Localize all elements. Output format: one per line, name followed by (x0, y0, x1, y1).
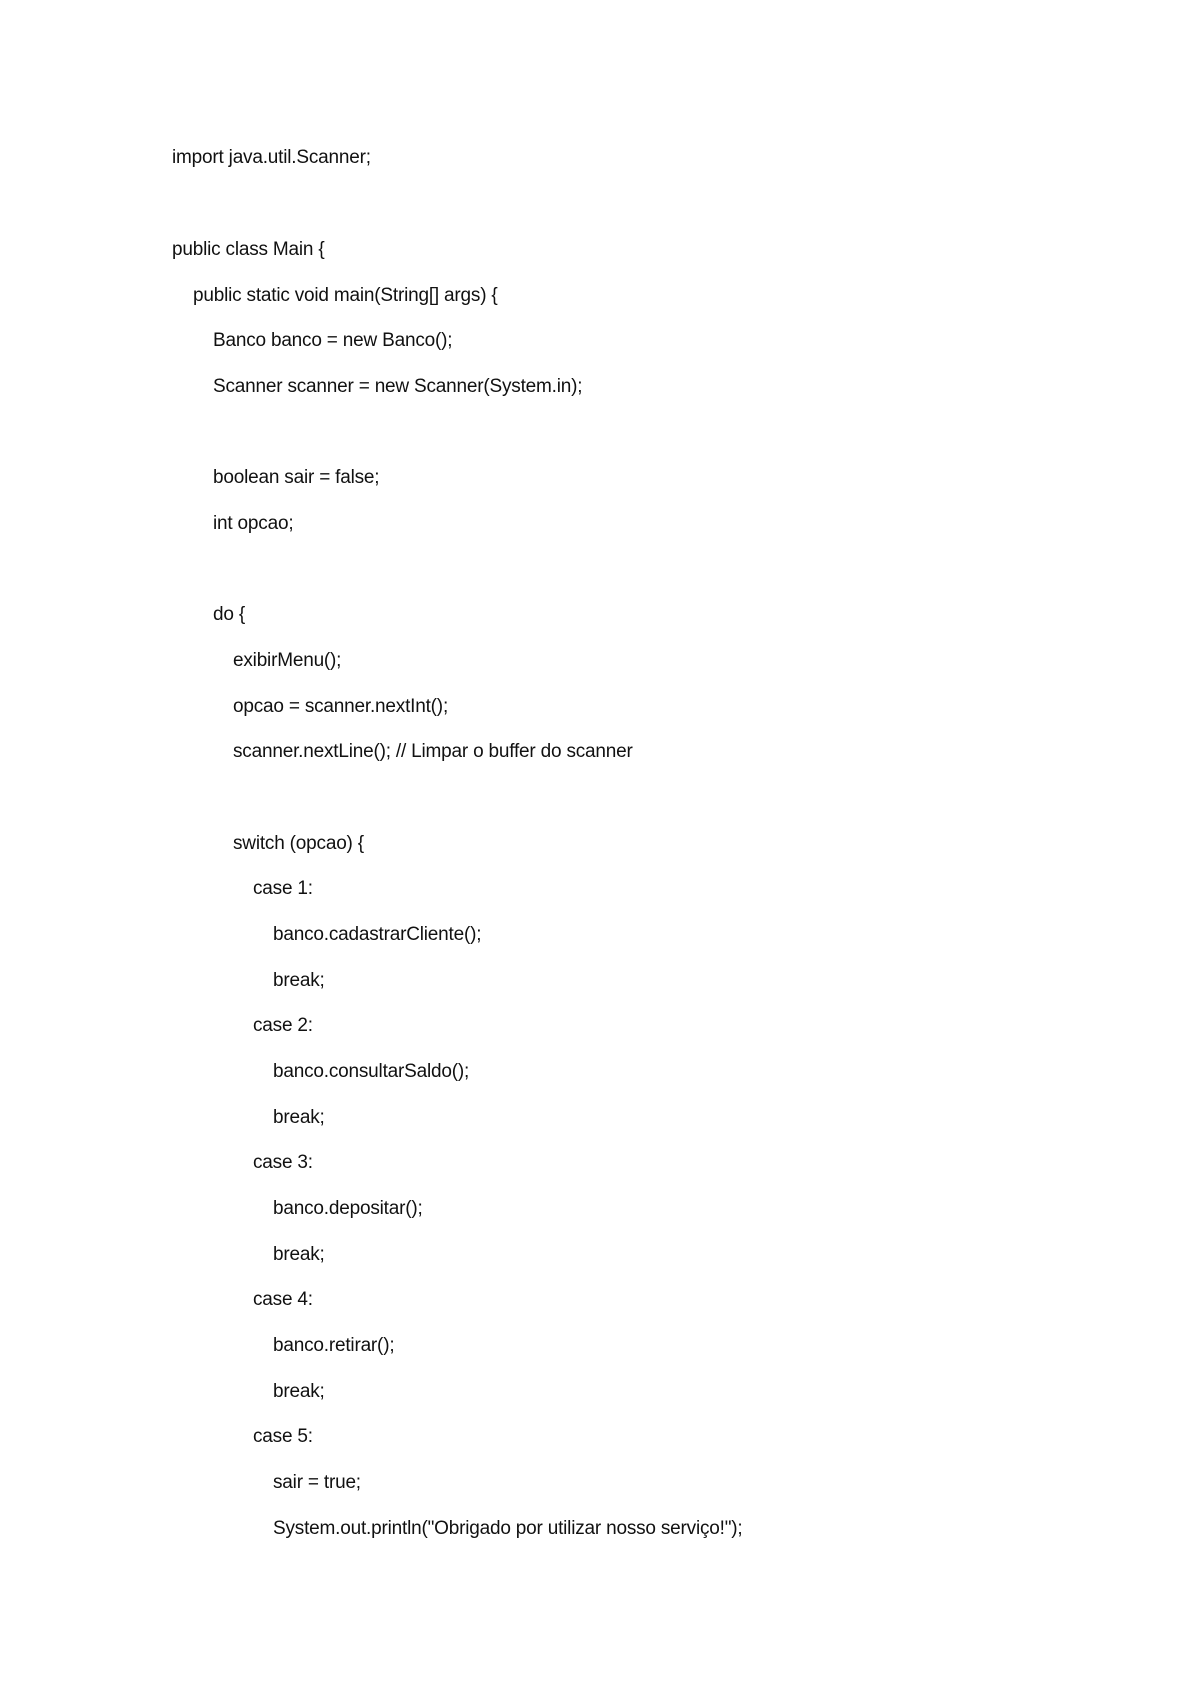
code-line: case 2: (253, 1015, 313, 1036)
code-line: public static void main(String[] args) { (193, 285, 498, 306)
code-line: break; (273, 1107, 325, 1128)
code-line: case 5: (253, 1426, 313, 1447)
code-line: Scanner scanner = new Scanner(System.in); (213, 376, 583, 397)
code-line: case 4: (253, 1289, 313, 1310)
code-line: Banco banco = new Banco(); (213, 330, 453, 351)
code-line: do { (213, 604, 245, 625)
code-line: boolean sair = false; (213, 467, 380, 488)
code-line: switch (opcao) { (233, 833, 364, 854)
code-line: scanner.nextLine(); // Limpar o buffer do scanner (233, 741, 633, 762)
code-line: banco.depositar(); (273, 1198, 423, 1219)
code-line: sair = true; (273, 1472, 361, 1493)
code-line: import java.util.Scanner; (172, 147, 371, 168)
code-line: System.out.println("Obrigado por utilizar nosso serviço!"); (273, 1518, 743, 1539)
code-line: opcao = scanner.nextInt(); (233, 696, 449, 717)
code-line: exibirMenu(); (233, 650, 342, 671)
code-line: banco.consultarSaldo(); (273, 1061, 470, 1082)
code-line: case 3: (253, 1152, 313, 1173)
code-line: banco.cadastrarCliente(); (273, 924, 482, 945)
code-line: public class Main { (172, 239, 325, 260)
code-line: case 1: (253, 878, 313, 899)
code-line: break; (273, 970, 325, 991)
code-line: break; (273, 1381, 325, 1402)
code-line: banco.retirar(); (273, 1335, 395, 1356)
code-line: int opcao; (213, 513, 294, 534)
code-line: break; (273, 1244, 325, 1265)
